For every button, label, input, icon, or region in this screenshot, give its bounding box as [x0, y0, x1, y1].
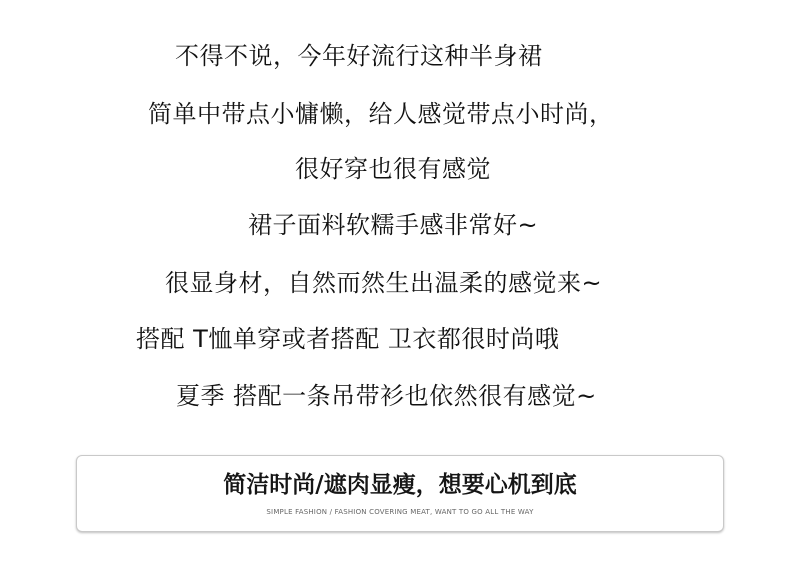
text-line-3: 很好穿也很有感觉 — [295, 155, 491, 183]
text-line-5: 很显身材，自然而然生出温柔的感觉来~ — [165, 269, 603, 297]
panel-subtitle: SIMPLE FASHION / FASHION COVERING MEAT, WANT TO GO ALL THE WAY — [266, 508, 534, 516]
tagline-panel — [76, 455, 724, 532]
text-line-2: 简单中带点小慵懒，给人感觉带点小时尚， — [148, 100, 614, 128]
text-line-6: 搭配 T恤单穿或者搭配 卫衣都很时尚哦 — [136, 325, 560, 353]
panel-title: 简洁时尚/遮肉显瘦，想要心机到底 — [223, 472, 577, 498]
text-line-4: 裙子面料软糯手感非常好~ — [248, 211, 539, 239]
text-line-7: 夏季 搭配一条吊带衫也依然很有感觉~ — [176, 382, 597, 410]
text-line-1: 不得不说，今年好流行这种半身裙 — [175, 42, 543, 70]
